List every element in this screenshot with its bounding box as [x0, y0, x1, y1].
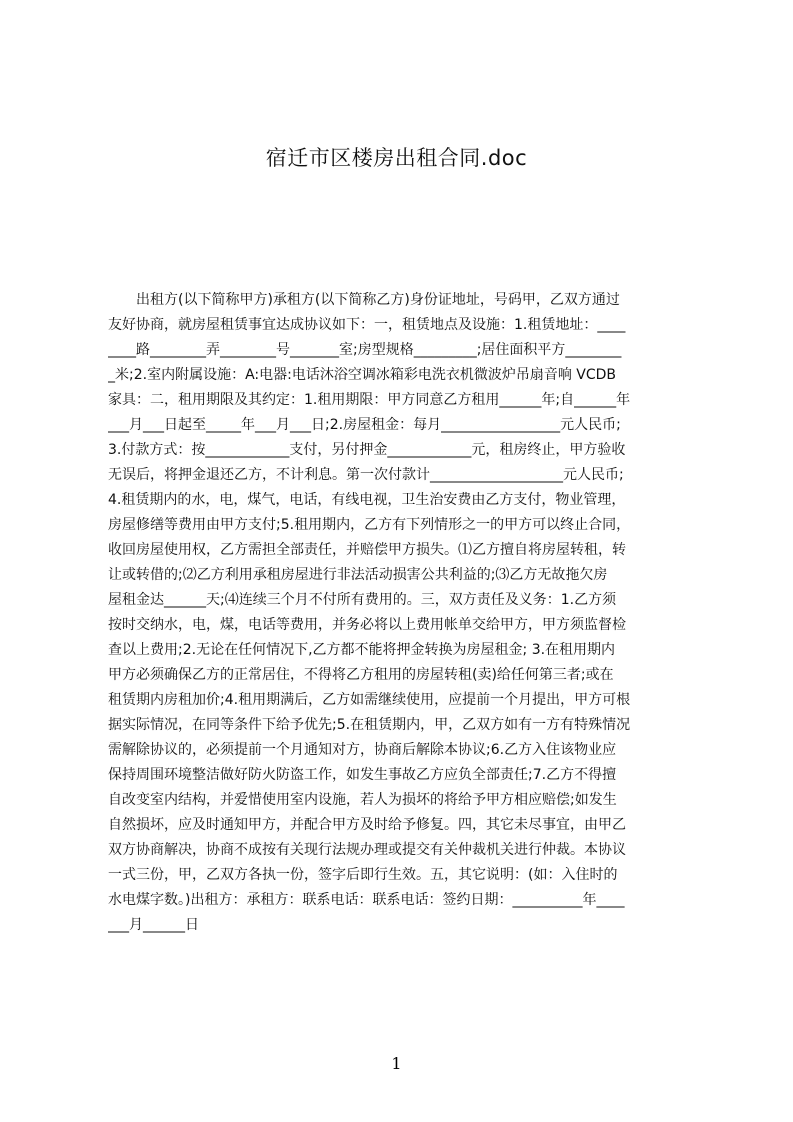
- body-line: 据实际情况，在同等条件下给予优先;5.在租赁期内，甲，乙双方如有一方有特殊情况: [108, 717, 631, 733]
- body-line: 友好协商，就房屋租赁事宜达成协议如下：一，租赁地点及设施：1.租赁地址：____: [108, 317, 626, 333]
- body-line: 双方协商解决，协商不成按有关现行法规办理或提交有关仲裁机关进行仲裁。本协议: [108, 842, 626, 858]
- body-line: 房屋修缮等费用由甲方支付;5.租用期内，乙方有下列情形之一的甲方可以终止合同，: [108, 517, 631, 533]
- document-title: 宿迁市区楼房出租合同.doc: [265, 146, 528, 170]
- body-line: 水电煤字数。)出租方：承租方：联系电话：联系电话：签约日期：__________年____: [108, 892, 625, 908]
- body-line: 租赁期内房租加价;4.租用期满后，乙方如需继续使用，应提前一个月提出，甲方可根: [108, 692, 631, 708]
- contract-body: [108, 288, 698, 988]
- body-line: 一式三份，甲，乙双方各执一份，签字后即行生效。五，其它说明：(如：入住时的: [108, 867, 618, 883]
- body-line: 自然损坏，应及时通知甲方，并配合甲方及时给予修复。四，其它未尽事宜，由甲乙: [108, 817, 626, 833]
- body-line: 需解除协议的，必须提前一个月通知对方，协商后解除本协议;6.乙方入住该物业应: [108, 742, 617, 758]
- body-line: 保持周围环境整洁做好防火防盗工作，如发生事故乙方应负全部责任;7.乙方不得擅: [108, 767, 617, 783]
- body-line: 3.付款方式：按____________支付，另付押金____________元，租房终止，甲方验收: [108, 442, 626, 458]
- body-line: _米;2.室内附属设施：A:电器:电话沐浴空调冰箱彩电洗衣机微波炉吊扇音响 VCDB: [108, 367, 617, 383]
- body-line: 自改变室内结构，并爱惜使用室内设施，若人为损坏的将给予甲方相应赔偿;如发生: [108, 792, 617, 808]
- body-line: ___月___日起至_____年___月___日;2.房屋租金：每月_________________元人民币;: [108, 417, 621, 433]
- body-line: 屋租金达______天;⑷连续三个月不付所有费用的。三，双方责任及义务：1.乙方须: [108, 592, 617, 608]
- body-line: 出租方(以下简称甲方)承租方(以下简称乙方)身份证地址，号码甲，乙双方通过: [108, 292, 620, 308]
- body-line: 家具：二，租用期限及其约定：1.租用期限：甲方同意乙方租用______年;自______年: [108, 392, 631, 408]
- body-line: 4.租赁期内的水，电，煤气，电话，有线电视，卫生治安费由乙方支付，物业管理，: [108, 492, 626, 508]
- body-line: 查以上费用;2.无论在任何情况下,乙方都不能将押金转换为房屋租金; 3.在租用期内: [108, 642, 616, 658]
- body-line: 无误后，将押金退还乙方，不计利息。第一次付款计___________________元人民币;: [108, 467, 624, 483]
- page-number: 1: [391, 1054, 402, 1073]
- body-line: 甲方必须确保乙方的正常居住，不得将乙方租用的房屋转租(卖)给任何第三者;或在: [108, 667, 614, 683]
- body-line: ___月______日: [108, 917, 199, 933]
- body-line: 让或转借的;⑵乙方利用承租房屋进行非法活动损害公共利益的;⑶乙方无故拖欠房: [108, 567, 608, 583]
- body-line: 按时交纳水，电，煤，电话等费用，并务必将以上费用帐单交给甲方，甲方须监督检: [108, 617, 626, 633]
- body-line: ____路________弄________号_______室;房型规格_________;居住面积平方________: [108, 342, 622, 358]
- body-line: 收回房屋使用权，乙方需担全部责任，并赔偿甲方损失。⑴乙方擅自将房屋转租，转: [108, 542, 626, 558]
